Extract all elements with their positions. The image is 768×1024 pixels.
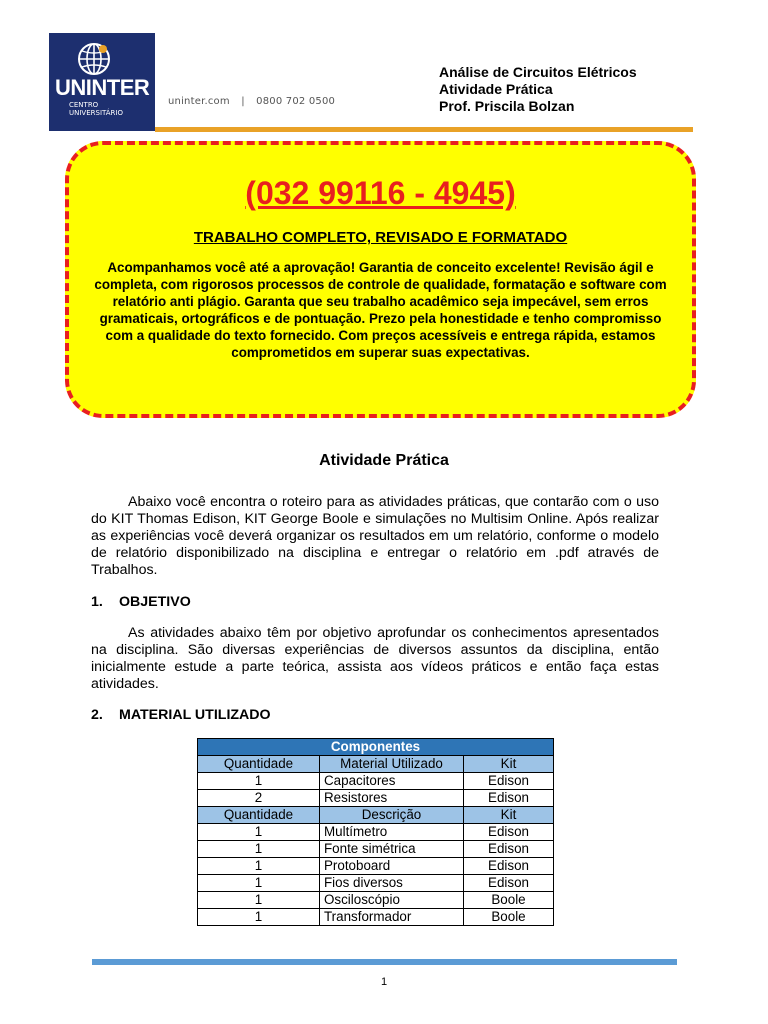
table-cell: Protoboard	[320, 858, 464, 875]
table-header-row	[198, 756, 554, 773]
column-header: Quantidade	[198, 756, 320, 773]
table-cell: Edison	[464, 790, 554, 807]
table-title-row	[198, 739, 554, 756]
table-cell: Fonte simétrica	[320, 841, 464, 858]
table-cell: Edison	[464, 824, 554, 841]
objective-paragraph: As atividades abaixo têm por objetivo aprofundar os conhecimentos apresentados na disciplina. São diversas experiências de diversos assuntos da disciplina, então inicialmente estude a parte teórica, assista aos vídeos práticos e então faça estas atividades.	[91, 625, 659, 692]
contact-phone: 0800 702 0500	[256, 96, 336, 107]
section-heading-objetivo	[91, 594, 191, 610]
table-cell: Boole	[464, 909, 554, 926]
globe-icon	[76, 41, 112, 77]
table-cell: Boole	[464, 892, 554, 909]
table-header-row	[198, 807, 554, 824]
page-number: 1	[380, 976, 388, 988]
contact-site: uninter.com	[168, 96, 230, 107]
table-cell: Capacitores	[320, 773, 464, 790]
column-header: Quantidade	[198, 807, 320, 824]
table-cell: 1	[198, 909, 320, 926]
table-cell: 1	[198, 773, 320, 790]
table-cell: Multímetro	[320, 824, 464, 841]
table-cell: Transformador	[320, 909, 464, 926]
section-number: 2.	[91, 707, 103, 723]
column-header: Descrição	[320, 807, 464, 824]
table-row	[198, 773, 554, 790]
table-cell: Osciloscópio	[320, 892, 464, 909]
intro-paragraph: Abaixo você encontra o roteiro para as atividades práticas, que contarão com o uso do KIT Thomas Edison, KIT George Boole e simulações no Multisim Online. Após realizar as experiências você deverá organizar os resultados em um relatório, conforme o modelo de relatório disponibilizado na disciplina e entregar o relatório em .pdf através de Trabalhos.	[91, 494, 659, 578]
promo-box	[65, 141, 696, 418]
section-number: 1.	[91, 594, 103, 610]
logo-subtitle: CENTRO UNIVERSITÁRIO	[69, 101, 123, 117]
table-cell: Edison	[464, 875, 554, 892]
activity-name: Atividade Prática	[439, 81, 553, 97]
table-cell: 1	[198, 892, 320, 909]
table-cell: Edison	[464, 773, 554, 790]
table-row	[198, 909, 554, 926]
components-table	[197, 738, 554, 926]
contact-separator: |	[241, 96, 245, 107]
contact-line	[168, 96, 335, 107]
section-title: MATERIAL UTILIZADO	[119, 707, 271, 723]
promo-title: TRABALHO COMPLETO, REVISADO E FORMATADO	[193, 229, 568, 246]
table-title: Componentes	[198, 739, 554, 756]
column-header: Material Utilizado	[320, 756, 464, 773]
table-row	[198, 858, 554, 875]
table-cell: 1	[198, 824, 320, 841]
table-row	[198, 790, 554, 807]
header-rule	[155, 127, 693, 132]
footer-rule	[92, 959, 677, 965]
column-header: Kit	[464, 756, 554, 773]
uninter-logo	[49, 33, 155, 131]
table-cell: 1	[198, 841, 320, 858]
table-row	[198, 875, 554, 892]
promo-phone: (032 99116 - 4945)	[245, 175, 516, 211]
section-title: OBJETIVO	[119, 594, 191, 610]
professor-name: Prof. Priscila Bolzan	[439, 98, 575, 114]
table-row	[198, 841, 554, 858]
table-cell: 1	[198, 858, 320, 875]
course-info	[439, 64, 637, 115]
course-name: Análise de Circuitos Elétricos	[439, 64, 637, 80]
promo-text: Acompanhamos você até a aprovação! Garantia de conceito excelente! Revisão ágil e completa, com rigorosos processos de controle de qualidade, formatação e software com relatório anti plágio. Garanta que seu trabalho acadêmico seja impecável, sem erros gramaticais, ortográficos e de pontuação. Prezo pela honestidade e tenho compromisso com a qualidade do texto fornecido. Com preços acessíveis e entrega rápida, estamos comprometidos em superar suas expectativas.	[94, 260, 667, 360]
column-header: Kit	[464, 807, 554, 824]
page-title: Atividade Prática	[319, 452, 449, 469]
section-heading-material	[91, 707, 271, 723]
table-cell: 2	[198, 790, 320, 807]
table-cell: Edison	[464, 858, 554, 875]
table-cell: Edison	[464, 841, 554, 858]
table-cell: Resistores	[320, 790, 464, 807]
table-cell: 1	[198, 875, 320, 892]
table-cell: Fios diversos	[320, 875, 464, 892]
table-row	[198, 892, 554, 909]
logo-name: UNINTER	[55, 75, 150, 100]
table-row	[198, 824, 554, 841]
